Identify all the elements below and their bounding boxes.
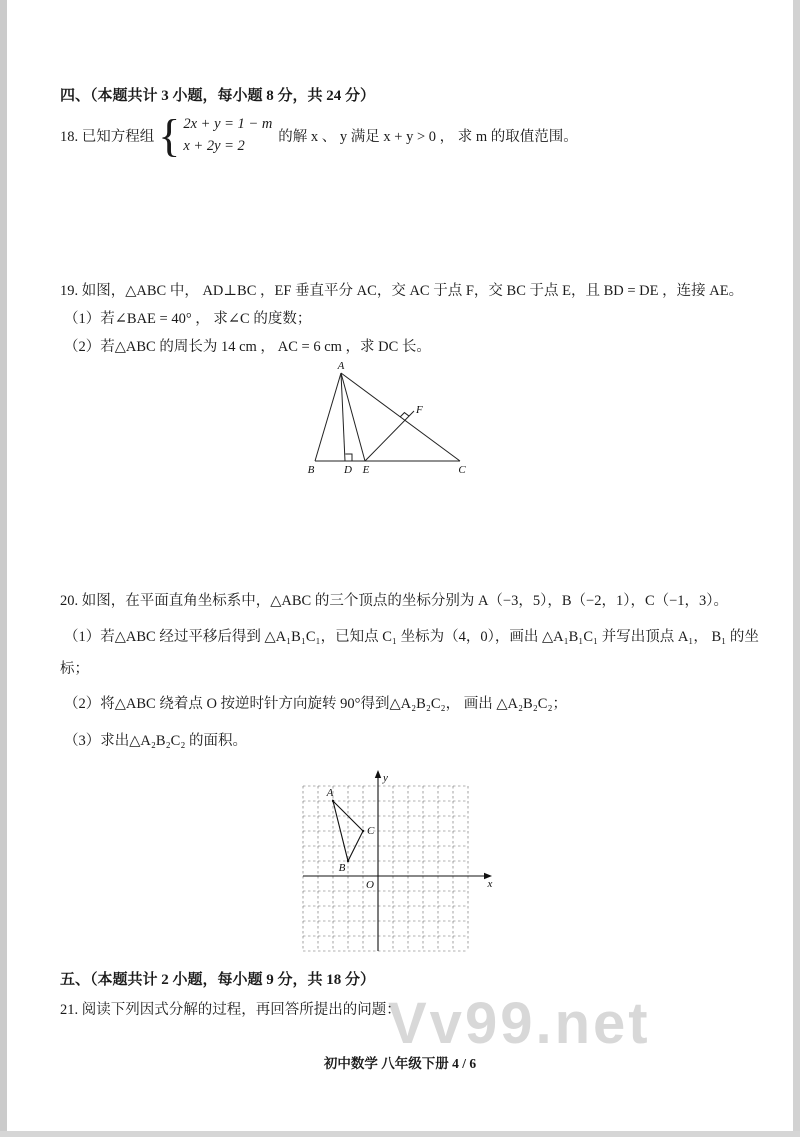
problem-20-q1-line1: （1）若△ABC 经过平移后得到 △A₁B₁C₁，已知点 C₁ 坐标为（4，0），画出 △A₁B₁C₁ 并写出顶点 A₁， B₁ 的坐 [64, 629, 759, 645]
origin-label: O [366, 879, 374, 891]
problem-19-q1: （1）若∠BAE = 40° ， 求∠C 的度数； [64, 311, 312, 327]
page-edge-bottom [0, 1131, 800, 1137]
section-4-header: 四、（本题共计 3 小题，每小题 8 分，共 24 分） [60, 88, 376, 104]
triangle-lines [315, 373, 460, 461]
section-5-header: 五、（本题共计 2 小题，每小题 9 分，共 18 分） [60, 972, 376, 988]
axis-arrows [375, 770, 492, 879]
watermark: Vv99.net [388, 991, 651, 1056]
point-label-b: B [338, 862, 346, 874]
y-axis-arrow [375, 770, 381, 778]
problem-18 [60, 110, 578, 162]
vertex-label-e: E [362, 464, 370, 476]
p18-prefix: 18. 已知方程组 [60, 129, 155, 146]
problem-19-text: 19. 如图，△ABC 中， AD⊥BC ，EF 垂直平分 AC，交 AC 于点 F，交 BC 于点 E，且 BD = DE ，连接 AE。 [60, 283, 744, 299]
page-edge-left [0, 0, 7, 1137]
problem-19-q2: （2）若△ABC 的周长为 14 cm ， AC = 6 cm ，求 DC 长。 [64, 339, 431, 355]
vertex-label-d: D [344, 464, 352, 476]
right-angle-mark-d [345, 454, 352, 461]
p18-suffix: 的解 x 、 y 满足 x + y > 0 ， 求 m 的取值范围。 [278, 129, 578, 146]
coordinate-grid-figure-20 [298, 770, 498, 962]
vertex-label-a: A [337, 360, 345, 372]
grid-lines [303, 786, 468, 951]
vertex-label-f: F [416, 404, 423, 416]
point-label-c: C [367, 825, 375, 837]
problem-20-q1-line2: 标； [60, 661, 89, 677]
equation-system [183, 114, 272, 158]
right-angle-mark-f [400, 413, 409, 417]
problem-20-q3: （3）求出△A₂B₂C₂ 的面积。 [64, 733, 248, 749]
figure-20-labels [326, 772, 493, 891]
y-axis-label: y [383, 772, 388, 784]
vertex-label-b: B [307, 464, 315, 476]
p18-equation-2: x + 2y = 2 [183, 137, 245, 154]
axes [303, 776, 485, 951]
vertex-label-c: C [458, 464, 466, 476]
problem-21-text: 21. 阅读下列因式分解的过程，再回答所提出的问题： [60, 1002, 401, 1018]
system-brace: { [158, 110, 181, 162]
problem-20-text: 20. 如图，在平面直角坐标系中，△ABC 的三个顶点的坐标分别为 A（−3，5），B（−2，1），C（−1，3）。 [60, 593, 729, 609]
page-footer: 初中数学 八年级下册 4 / 6 [323, 1056, 477, 1071]
page-edge-right [793, 0, 800, 1137]
figure-19-labels [308, 360, 467, 476]
point-label-a: A [326, 787, 334, 799]
x-axis-label: x [487, 878, 493, 890]
p18-equation-1: 2x + y = 1 − m [183, 116, 273, 132]
problem-20-q2: （2）将△ABC 绕着点 O 按逆时针方向旋转 90°得到△A₂B₂C₂， 画出 △A₂B₂C₂； [64, 696, 567, 712]
geometry-figure-19 [298, 360, 480, 478]
